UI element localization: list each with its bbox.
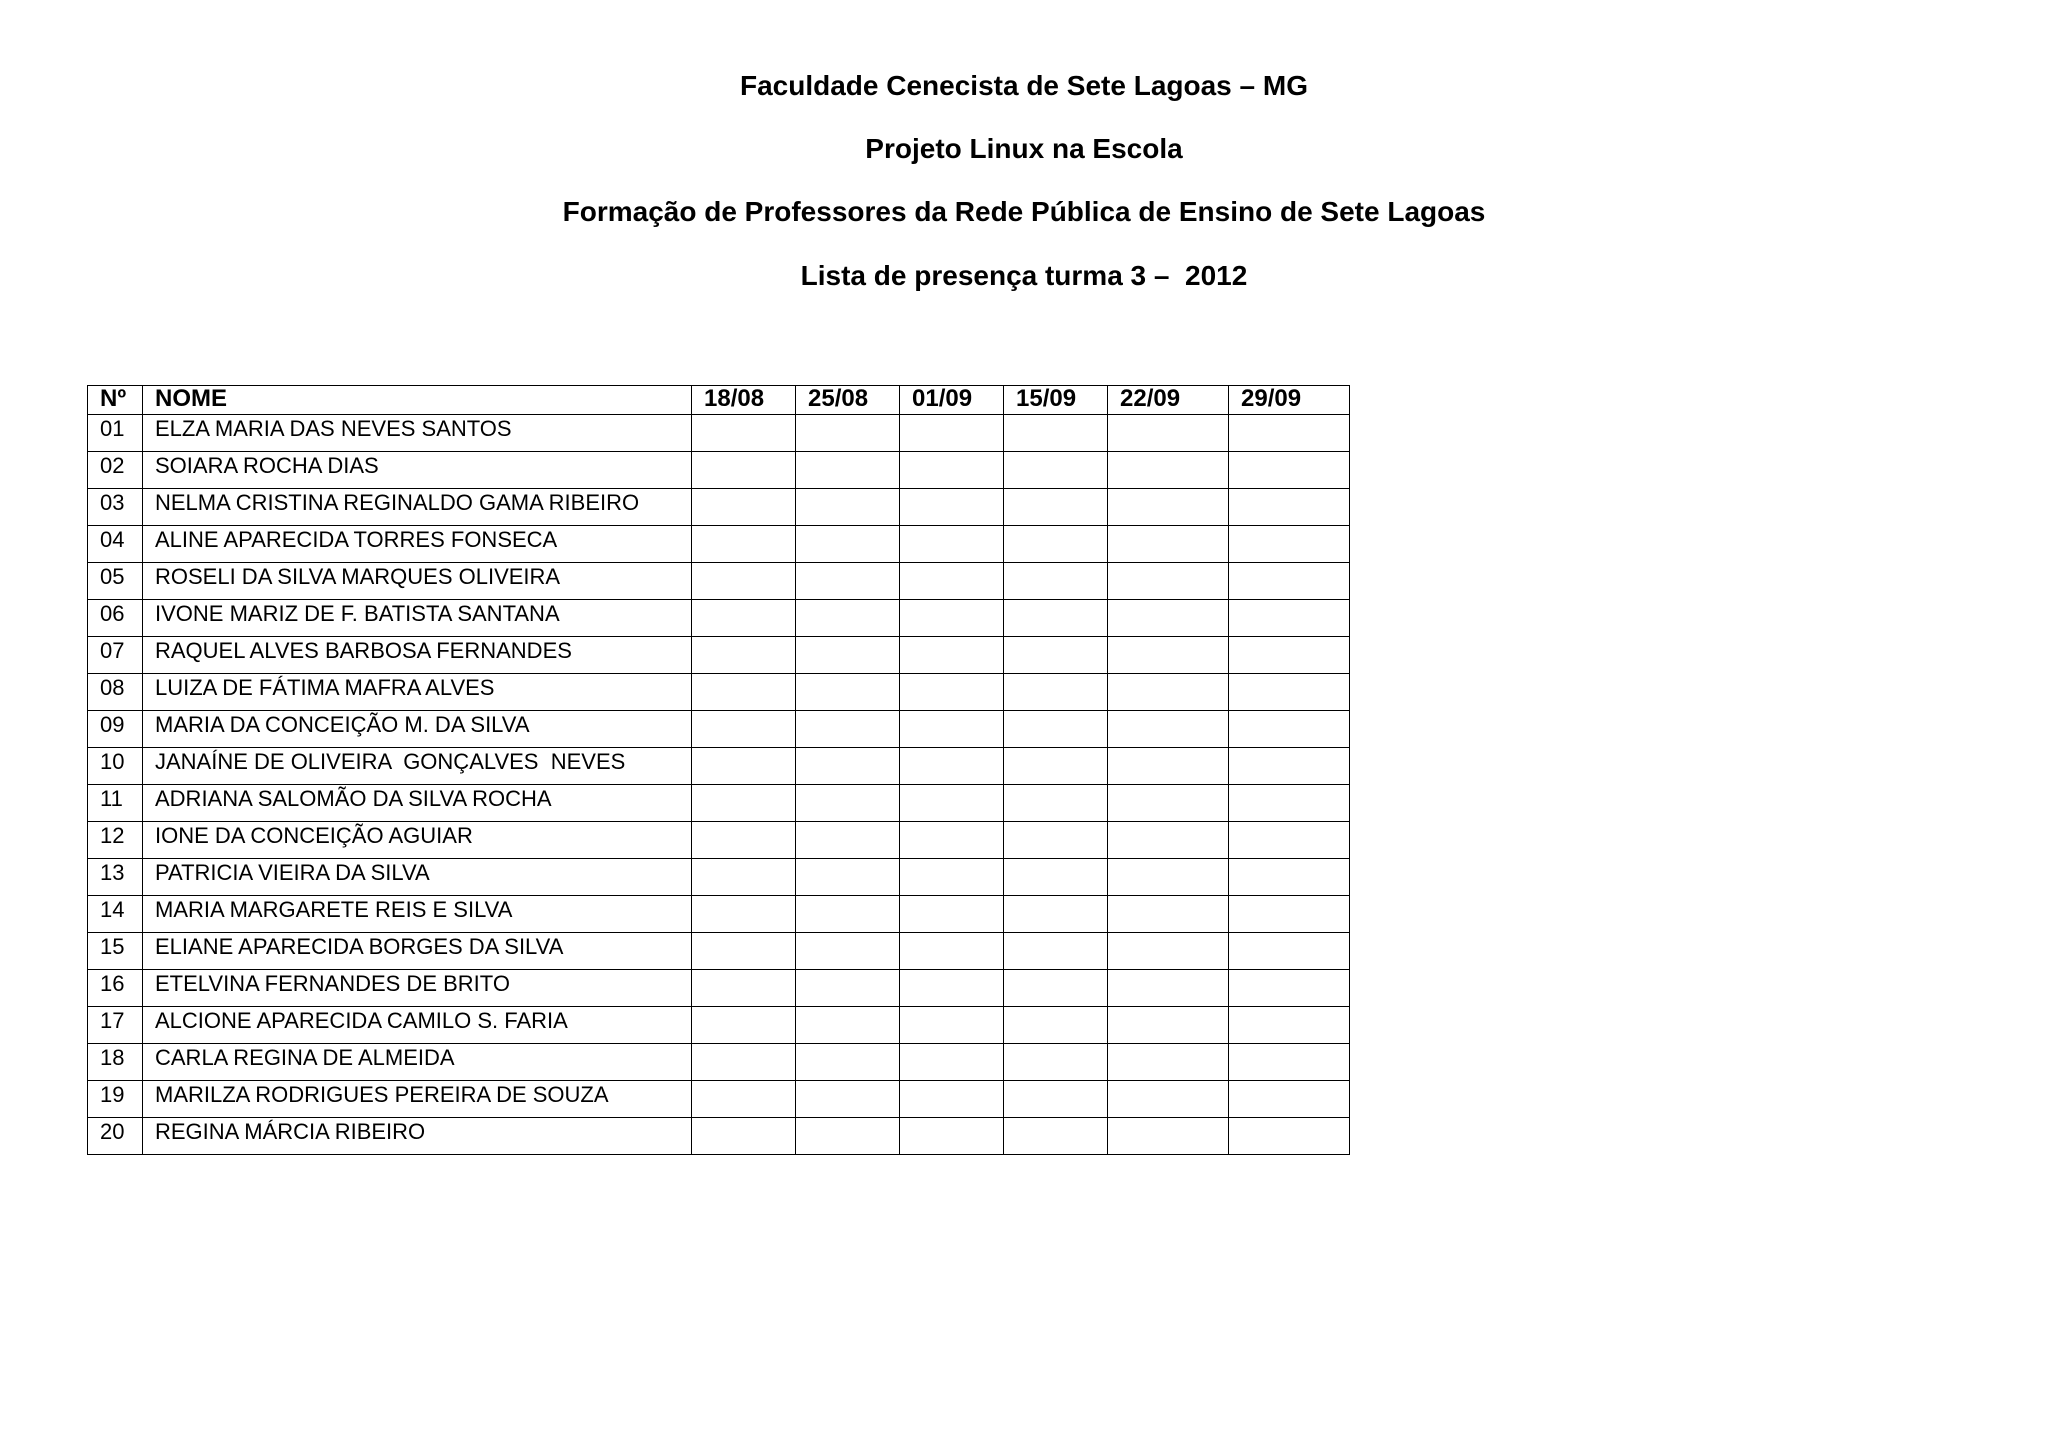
- row-number: 09: [88, 711, 143, 748]
- table-row: [88, 637, 1350, 674]
- attendance-cell: [1004, 896, 1108, 933]
- attendance-cell: [692, 970, 796, 1007]
- attendance-cell: [900, 637, 1004, 674]
- program-heading: Formação de Professores da Rede Pública de Ensino de Sete Lagoas: [562, 196, 1486, 227]
- attendance-cell: [1108, 970, 1229, 1007]
- attendance-cell: [1229, 859, 1350, 896]
- attendance-cell: [900, 785, 1004, 822]
- row-number: 10: [88, 748, 143, 785]
- row-number: 07: [88, 637, 143, 674]
- attendance-cell: [1229, 896, 1350, 933]
- attendance-cell: [1229, 1118, 1350, 1155]
- column-header-date: 01/09: [900, 386, 1004, 415]
- attendance-cell: [1108, 452, 1229, 489]
- attendance-cell: [900, 489, 1004, 526]
- attendance-cell: [1229, 452, 1350, 489]
- attendance-cell: [1229, 563, 1350, 600]
- participant-name: ADRIANA SALOMÃO DA SILVA ROCHA: [143, 785, 692, 822]
- table-row: [88, 859, 1350, 896]
- attendance-cell: [1004, 1007, 1108, 1044]
- attendance-cell: [692, 637, 796, 674]
- participant-name: ROSELI DA SILVA MARQUES OLIVEIRA: [143, 563, 692, 600]
- table-row: [88, 748, 1350, 785]
- attendance-cell: [796, 859, 900, 896]
- participant-name: NELMA CRISTINA REGINALDO GAMA RIBEIRO: [143, 489, 692, 526]
- attendance-cell: [796, 1044, 900, 1081]
- participant-name: PATRICIA VIEIRA DA SILVA: [143, 859, 692, 896]
- attendance-cell: [900, 1007, 1004, 1044]
- project-heading: Projeto Linux na Escola: [865, 133, 1183, 164]
- attendance-cell: [796, 785, 900, 822]
- attendance-cell: [1108, 859, 1229, 896]
- attendance-cell: [692, 489, 796, 526]
- attendance-cell: [796, 711, 900, 748]
- attendance-cell: [1004, 1118, 1108, 1155]
- attendance-cell: [1004, 711, 1108, 748]
- column-header-date: 15/09: [1004, 386, 1108, 415]
- attendance-cell: [900, 896, 1004, 933]
- column-header-name: NOME: [143, 386, 692, 415]
- attendance-cell: [796, 822, 900, 859]
- attendance-cell: [1004, 600, 1108, 637]
- attendance-cell: [900, 933, 1004, 970]
- row-number: 20: [88, 1118, 143, 1155]
- header-row: [88, 386, 1350, 415]
- attendance-cell: [1108, 1118, 1229, 1155]
- attendance-cell: [1229, 415, 1350, 452]
- attendance-cell: [1108, 896, 1229, 933]
- attendance-cell: [1108, 526, 1229, 563]
- attendance-cell: [1108, 822, 1229, 859]
- table-row: [88, 452, 1350, 489]
- participant-name: REGINA MÁRCIA RIBEIRO: [143, 1118, 692, 1155]
- row-number: 13: [88, 859, 143, 896]
- row-number: 01: [88, 415, 143, 452]
- attendance-cell: [692, 1081, 796, 1118]
- attendance-cell: [796, 415, 900, 452]
- attendance-cell: [1004, 748, 1108, 785]
- attendance-cell: [1108, 1081, 1229, 1118]
- attendance-cell: [796, 1118, 900, 1155]
- attendance-cell: [900, 859, 1004, 896]
- table-row: [88, 674, 1350, 711]
- table-row: [88, 526, 1350, 563]
- row-number: 14: [88, 896, 143, 933]
- row-number: 06: [88, 600, 143, 637]
- row-number: 08: [88, 674, 143, 711]
- table-row: [88, 711, 1350, 748]
- attendance-cell: [1108, 1007, 1229, 1044]
- participant-name: ETELVINA FERNANDES DE BRITO: [143, 970, 692, 1007]
- table-row: [88, 970, 1350, 1007]
- attendance-cell: [1229, 637, 1350, 674]
- table-row: [88, 822, 1350, 859]
- row-number: 11: [88, 785, 143, 822]
- attendance-cell: [796, 489, 900, 526]
- attendance-cell: [1108, 933, 1229, 970]
- attendance-cell: [900, 748, 1004, 785]
- participant-name: MARIA MARGARETE REIS E SILVA: [143, 896, 692, 933]
- attendance-cell: [692, 600, 796, 637]
- participant-name: MARIA DA CONCEIÇÃO M. DA SILVA: [143, 711, 692, 748]
- table-row: [88, 1118, 1350, 1155]
- table-row: [88, 1081, 1350, 1118]
- attendance-cell: [1108, 489, 1229, 526]
- row-number: 05: [88, 563, 143, 600]
- participant-name: CARLA REGINA DE ALMEIDA: [143, 1044, 692, 1081]
- list-title: Lista de presença turma 3 – 2012: [800, 260, 1248, 291]
- attendance-cell: [900, 563, 1004, 600]
- attendance-cell: [796, 970, 900, 1007]
- attendance-cell: [1004, 785, 1108, 822]
- participant-name: MARILZA RODRIGUES PEREIRA DE SOUZA: [143, 1081, 692, 1118]
- attendance-cell: [900, 1081, 1004, 1118]
- institution-heading: Faculdade Cenecista de Sete Lagoas – MG: [740, 70, 1308, 101]
- participant-name: IONE DA CONCEIÇÃO AGUIAR: [143, 822, 692, 859]
- row-number: 17: [88, 1007, 143, 1044]
- attendance-cell: [692, 933, 796, 970]
- attendance-cell: [1229, 1007, 1350, 1044]
- attendance-cell: [692, 785, 796, 822]
- attendance-cell: [692, 859, 796, 896]
- participant-name: JANAÍNE DE OLIVEIRA GONÇALVES NEVES: [143, 748, 692, 785]
- participant-name: ALCIONE APARECIDA CAMILO S. FARIA: [143, 1007, 692, 1044]
- attendance-cell: [692, 1118, 796, 1155]
- attendance-cell: [796, 563, 900, 600]
- attendance-cell: [1229, 489, 1350, 526]
- attendance-cell: [1004, 489, 1108, 526]
- table-row: [88, 600, 1350, 637]
- attendance-cell: [796, 674, 900, 711]
- attendance-cell: [1229, 933, 1350, 970]
- attendance-cell: [1229, 1044, 1350, 1081]
- attendance-cell: [692, 674, 796, 711]
- attendance-cell: [796, 452, 900, 489]
- row-number: 16: [88, 970, 143, 1007]
- attendance-cell: [1004, 1081, 1108, 1118]
- attendance-cell: [1004, 970, 1108, 1007]
- attendance-cell: [1229, 711, 1350, 748]
- attendance-cell: [1004, 859, 1108, 896]
- row-number: 04: [88, 526, 143, 563]
- attendance-cell: [900, 452, 1004, 489]
- attendance-cell: [692, 711, 796, 748]
- attendance-cell: [1229, 526, 1350, 563]
- participant-name: ALINE APARECIDA TORRES FONSECA: [143, 526, 692, 563]
- row-number: 02: [88, 452, 143, 489]
- attendance-cell: [1229, 748, 1350, 785]
- attendance-cell: [796, 637, 900, 674]
- table-row: [88, 415, 1350, 452]
- attendance-cell: [1004, 452, 1108, 489]
- attendance-cell: [796, 748, 900, 785]
- column-header-number: Nº: [88, 386, 143, 415]
- attendance-cell: [1108, 711, 1229, 748]
- row-number: 15: [88, 933, 143, 970]
- attendance-cell: [1108, 674, 1229, 711]
- row-number: 12: [88, 822, 143, 859]
- attendance-cell: [1229, 1081, 1350, 1118]
- attendance-cell: [900, 1044, 1004, 1081]
- table-row: [88, 1044, 1350, 1081]
- attendance-cell: [1004, 526, 1108, 563]
- attendance-cell: [796, 600, 900, 637]
- attendance-cell: [1108, 415, 1229, 452]
- attendance-cell: [1004, 1044, 1108, 1081]
- attendance-cell: [692, 452, 796, 489]
- attendance-cell: [692, 1044, 796, 1081]
- attendance-cell: [1108, 637, 1229, 674]
- attendance-cell: [1004, 415, 1108, 452]
- attendance-cell: [796, 1007, 900, 1044]
- attendance-cell: [692, 526, 796, 563]
- attendance-cell: [1004, 637, 1108, 674]
- attendance-cell: [796, 1081, 900, 1118]
- attendance-cell: [1004, 822, 1108, 859]
- table-row: [88, 933, 1350, 970]
- attendance-cell: [900, 600, 1004, 637]
- table-row: [88, 563, 1350, 600]
- participant-name: SOIARA ROCHA DIAS: [143, 452, 692, 489]
- attendance-cell: [1108, 563, 1229, 600]
- attendance-table: [87, 385, 1350, 1155]
- attendance-cell: [1108, 785, 1229, 822]
- participant-name: LUIZA DE FÁTIMA MAFRA ALVES: [143, 674, 692, 711]
- participant-name: IVONE MARIZ DE F. BATISTA SANTANA: [143, 600, 692, 637]
- table-row: [88, 1007, 1350, 1044]
- attendance-cell: [1108, 1044, 1229, 1081]
- attendance-cell: [1004, 933, 1108, 970]
- table-row: [88, 785, 1350, 822]
- attendance-cell: [1229, 785, 1350, 822]
- attendance-cell: [1004, 563, 1108, 600]
- attendance-cell: [900, 970, 1004, 1007]
- column-header-date: 25/08: [796, 386, 900, 415]
- column-header-date: 22/09: [1108, 386, 1229, 415]
- row-number: 19: [88, 1081, 143, 1118]
- attendance-cell: [900, 674, 1004, 711]
- attendance-cell: [900, 415, 1004, 452]
- attendance-cell: [692, 1007, 796, 1044]
- attendance-cell: [692, 822, 796, 859]
- attendance-cell: [1229, 822, 1350, 859]
- participant-name: ELIANE APARECIDA BORGES DA SILVA: [143, 933, 692, 970]
- attendance-cell: [1229, 600, 1350, 637]
- attendance-cell: [900, 822, 1004, 859]
- attendance-cell: [796, 526, 900, 563]
- attendance-cell: [1108, 600, 1229, 637]
- attendance-cell: [1108, 748, 1229, 785]
- attendance-cell: [1229, 970, 1350, 1007]
- participant-name: RAQUEL ALVES BARBOSA FERNANDES: [143, 637, 692, 674]
- row-number: 18: [88, 1044, 143, 1081]
- row-number: 03: [88, 489, 143, 526]
- attendance-cell: [692, 748, 796, 785]
- table-row: [88, 896, 1350, 933]
- column-header-date: 18/08: [692, 386, 796, 415]
- attendance-cell: [1004, 674, 1108, 711]
- attendance-cell: [692, 415, 796, 452]
- table-row: [88, 489, 1350, 526]
- attendance-cell: [900, 526, 1004, 563]
- attendance-cell: [796, 896, 900, 933]
- participant-name: ELZA MARIA DAS NEVES SANTOS: [143, 415, 692, 452]
- attendance-cell: [900, 711, 1004, 748]
- column-header-date: 29/09: [1229, 386, 1350, 415]
- attendance-cell: [1229, 674, 1350, 711]
- attendance-cell: [692, 896, 796, 933]
- attendance-cell: [692, 563, 796, 600]
- attendance-cell: [900, 1118, 1004, 1155]
- attendance-cell: [796, 933, 900, 970]
